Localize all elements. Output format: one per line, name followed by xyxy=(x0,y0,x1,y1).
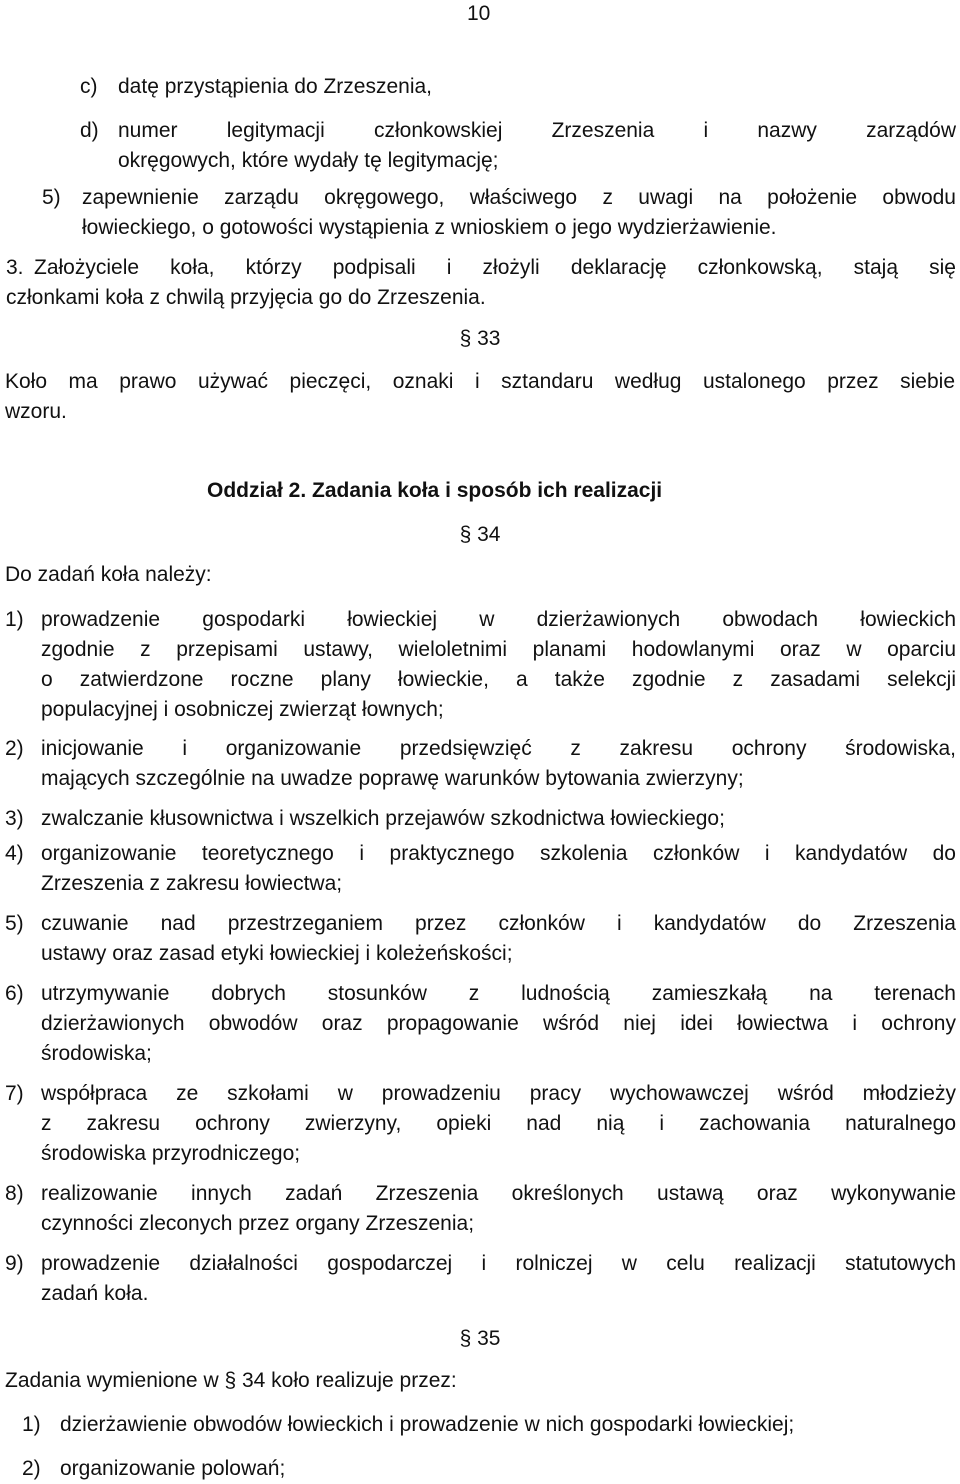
item-text-line: zgodnie z przepisami ustawy, wieloletnimi planami hodowlanymi oraz w oparciu xyxy=(41,638,956,661)
paragraph-point-3 xyxy=(6,253,956,313)
page-number: 10 xyxy=(467,2,491,25)
task-item xyxy=(5,1179,956,1239)
item-label: d) xyxy=(80,119,99,142)
item-text-line: utrzymywanie dobrych stosunków z ludnością zamieszkałą na terenach xyxy=(41,982,956,1005)
item-label: 1) xyxy=(22,1413,41,1436)
item-text-line: zapewnienie zarządu okręgowego, właściwego z uwagi na położenie obwodu xyxy=(82,186,956,209)
division-heading: Oddział 2. Zadania koła i sposób ich realizacji xyxy=(207,479,663,502)
item-label: 4) xyxy=(5,842,24,865)
item-text-line: populacyjnej i osobniczej zwierząt łownych; xyxy=(41,698,444,721)
section-33-heading: § 33 xyxy=(459,327,501,350)
item-text-line: czuwanie nad przestrzeganiem przez członków i kandydatów do Zrzeszenia xyxy=(41,912,956,935)
task-item xyxy=(5,839,956,899)
item-text-line: dzierżawionych obwodów oraz propagowanie wśród niej idei łowiectwa i ochrony xyxy=(41,1012,956,1035)
item-text: dzierżawienie obwodów łowieckich i prowadzenie w nich gospodarki łowieckiej; xyxy=(60,1413,795,1436)
section-34-intro: Do zadań koła należy: xyxy=(5,563,212,586)
item-text-line: prowadzenie działalności gospodarczej i rolniczej w celu realizacji statutowych xyxy=(41,1252,956,1275)
item-label: 7) xyxy=(5,1082,24,1105)
text-line: Koło ma prawo używać pieczęci, oznaki i sztandaru według ustalonego przez siebie xyxy=(5,370,955,393)
item-text-line: numer legitymacji członkowskiej Zrzeszenia i nazwy zarządów xyxy=(118,119,956,142)
list-item-d xyxy=(80,116,956,176)
item-text-line: zadań koła. xyxy=(41,1282,149,1305)
item-text-line: inicjowanie i organizowanie przedsięwzięć z zakresu ochrony środowiska, xyxy=(41,737,956,760)
item-label: 3) xyxy=(5,807,24,830)
task-item xyxy=(5,979,956,1069)
text-line: wzoru. xyxy=(5,400,67,423)
item-label: 3. xyxy=(6,256,24,279)
item-label: 5) xyxy=(5,912,24,935)
item-text-line: środowiska przyrodniczego; xyxy=(41,1142,301,1165)
item-label: 2) xyxy=(5,737,24,760)
item-label: 1) xyxy=(5,608,24,631)
item-text-line: z zakresu ochrony zwierzyny, opieki nad nią i zachowania naturalnego xyxy=(41,1112,956,1135)
item-label: 9) xyxy=(5,1252,24,1275)
task-item xyxy=(5,909,956,969)
item-label: 8) xyxy=(5,1182,24,1205)
section-34-heading: § 34 xyxy=(459,523,501,546)
means-item xyxy=(22,1410,956,1440)
item-text: datę przystąpienia do Zrzeszenia, xyxy=(118,75,433,98)
item-text-line: zwalczanie kłusownictwa i wszelkich przejawów szkodnictwa łowieckiego; xyxy=(41,807,725,830)
item-text-line: o zatwierdzone roczne plany łowieckie, a także zgodnie z zasadami selekcji xyxy=(41,668,956,691)
item-label: 6) xyxy=(5,982,24,1005)
list-item-5 xyxy=(42,183,956,243)
section-33-text xyxy=(5,367,955,427)
item-text-line: łowieckiego, o gotowości wystąpienia z wnioskiem o jego wydzierżawienie. xyxy=(82,216,777,239)
item-text-line: Zrzeszenia z zakresu łowiectwa; xyxy=(41,872,343,895)
task-item xyxy=(5,804,956,834)
task-item xyxy=(5,605,956,725)
item-label: 2) xyxy=(22,1457,41,1480)
item-text-line: realizowanie innych zadań Zrzeszenia określonych ustawą oraz wykonywanie xyxy=(41,1182,956,1205)
task-item xyxy=(5,1079,956,1169)
item-text-line: Założyciele koła, którzy podpisali i złożyli deklarację członkowską, stają się xyxy=(34,256,956,279)
item-text-line: ustawy oraz zasad etyki łowieckiej i koleżeńskości; xyxy=(41,942,513,965)
item-text-line: mających szczególnie na uwadze poprawę warunków bytowania zwierzyny; xyxy=(41,767,744,790)
item-label: 5) xyxy=(42,186,61,209)
task-item xyxy=(5,1249,956,1309)
task-item xyxy=(5,734,956,794)
item-text-line: środowiska; xyxy=(41,1042,152,1065)
item-text-line: organizowanie teoretycznego i praktycznego szkolenia członków i kandydatów do xyxy=(41,842,956,865)
item-text-line: prowadzenie gospodarki łowieckiej w dzierżawionych obwodach łowieckich xyxy=(41,608,956,631)
item-text-line: czynności zleconych przez organy Zrzeszenia; xyxy=(41,1212,475,1235)
item-text-line: okręgowych, które wydały tę legitymację; xyxy=(118,149,499,172)
item-label: c) xyxy=(80,75,98,98)
item-text: organizowanie polowań; xyxy=(60,1457,286,1480)
section-35-intro: Zadania wymienione w § 34 koło realizuje przez: xyxy=(5,1369,457,1392)
item-text-line: współpraca ze szkołami w prowadzeniu pracy wychowawczej wśród młodzieży xyxy=(41,1082,956,1105)
section-35-heading: § 35 xyxy=(459,1327,501,1350)
item-text-line: członkami koła z chwilą przyjęcia go do Zrzeszenia. xyxy=(6,286,486,309)
